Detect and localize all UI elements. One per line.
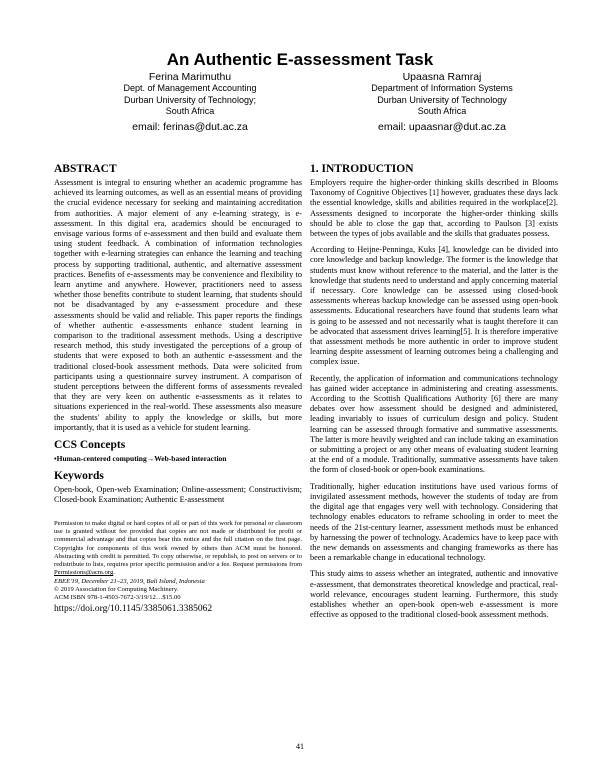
conference-info: EBEE'19, December 21–23, 2019, Bali Island, Indonesia xyxy=(54,577,205,585)
author-block-2 xyxy=(312,71,572,133)
author-name: Upaasna Ramraj xyxy=(402,71,482,83)
author-university: Durban University of Technology xyxy=(377,94,507,105)
copyright-line: © 2019 Association for Computing Machinery. xyxy=(54,586,179,594)
paper-title: An Authentic E-assessment Task xyxy=(166,50,434,69)
abstract-text: Assessment is integral to ensuring whether an academic programme has achieved its learning outcomes, as well as an essential means of providing the crucial evidence necessary for seeking and maintaining accreditation from authorities. A major element of any e-learning strategy, is e-assessment. In this digital era, academics should be encouraged to envisage various forms of e-assessment and then build and evaluate them using student feedback. A combination of information technologies together with e-learning strategies can enhance the learning and teaching process by supporting traditional, authentic, and alternative assessment practices. Benefits of e-assessments may be convenience and flexibility to learn anytime and anywhere. However, practitioners need to assess whether those benefits contribute to student learning, that students should not be disadvantaged by any e-assessment procedure and these assessments should be valid and reliable. This paper reports the findings of whether authentic e-assessments enhance student learning in comparison to the traditional assessment methods. Using a descriptive research method, this study investigated the perceptions of a group of students that were exposed to both an authentic e-assessment and the traditional closed-book assessment methods. Data were solicited from participants using a questionnaire survey instrument. A comparison of student perceptions between the different forms of assessments revealed that they are very keen on authentic e-assessments as it relates to situations experienced in the real-world. These assessments also measure the students' ability to apply the knowledge or skills, but more importantly, that it is used as a vehicle for student learning. xyxy=(54,178,302,432)
right-column xyxy=(310,163,558,626)
abstract-heading: ABSTRACT xyxy=(54,163,117,175)
intro-paragraph: According to Heijne-Penninga, Kuks [4], knowledge can be divided into core knowledge and backup knowledge. The former is the knowledge that students must know without reference to the material, and the latter is the knowledge that students need to understand and apply concerning material if necessary. Core knowledge can be assessed using closed-book assessments whereas backup knowledge can be assessed using open-book assessments. Educational researchers have found that students learn what is going to be assessed and not necessarily what is taught therefore it can be advocated that assessment drives learning[5]. It is therefore imperative that assessment methods be more authentic in order to improve student learning despite assessment of learning outcomes being a challenging and complex issue. xyxy=(310,245,558,367)
keywords-heading: Keywords xyxy=(54,470,104,483)
permission-notice: Permission to make digital or hard copies of all or part of this work for personal or classroom use is granted without fee provided that copies are not made or distributed for profit or commercial advantage and that copies bear this notice and the full citation on the first page. Copyrights for components of this work owned by others than ACM must be honored. Abstracting with credit is permitted. To copy otherwise, or republish, to post on servers or to redistribute to lists, requires prior specific permission and/or a fee. Request permissions from Permissions@acm.org. EBEE'19, December 21–23, 2019, Bali Island, Indonesia © 2019 Association for Computing Machinery. ACM ISBN 978-1-4503-7672-3/19/12…$15.00 https://doi.org/10.1145/3385061.3385062 xyxy=(54,519,302,614)
page-number: 41 xyxy=(296,742,304,751)
intro-paragraph: Recently, the application of information and communications technology has gained wider acceptance in administering and creating assessments. According to the Scottish Qualifications Authority [6] there are many debates over how assessment should be designed and administered, leading invariably to issues of curriculum design and policy. Student learning can be assessed through formative and summative assessments. The latter is more heavily weighted and can include taking an examination or submitting a project or any other means of evaluating student learning at the end of a module. Traditionally, summative assessments have taken the form of closed-book or open-book examinations. xyxy=(310,373,558,475)
permission-text: Permission to make digital or hard copies of all or part of this work for personal or classroom use is granted without fee provided that copies are not made or distributed for profit or commercial advantage and that copies bear this notice and the full citation on the first page. Copyrights for components of this work owned by others than ACM must be honored. Abstracting with credit is permitted. To copy otherwise, or republish, to post on servers or to redistribute to lists, requires prior specific permission and/or a fee. Request permissions from xyxy=(54,519,302,569)
keywords-text: Open-book, Open-web Examination; Online-assessment; Constructivism; Closed-book Examination; Authentic E-assessment xyxy=(54,485,302,505)
author-block-1 xyxy=(60,71,320,133)
author-email: email: ferinas@dut.ac.za xyxy=(132,120,248,133)
ccs-concepts: •Human-centered computing→Web-based interaction xyxy=(54,454,227,464)
doi-link[interactable]: https://doi.org/10.1145/3385061.3385062 xyxy=(54,603,213,614)
intro-paragraph: Traditionally, higher education institutions have used various forms of invigilated assessment methods, however the students of today are from the digital age that engages very well with technology. Considering that technology enables educators to reframe schooling in order to meet the needs of the 21st-century learner, assessment methods must be enhanced by harnessing the power of technology. Academics have to keep pace with the new demands on assessments and changing frameworks as there has been a remarkable change in educational technology. xyxy=(310,481,558,563)
intro-paragraph: This study aims to assess whether an integrated, authentic and innovative e-assessment, that demonstrates theoretical knowledge and practical, real-world relevance, encourages student learning. Furthermore, this study establishes whether an open-book open-web e-assessment is more effective as opposed to the traditional closed-book assessment methods. xyxy=(310,569,558,620)
author-country: South Africa xyxy=(165,106,215,116)
author-name: Ferina Marimuthu xyxy=(148,71,232,83)
isbn-line: ACM ISBN 978-1-4503-7672-3/19/12…$15.00 xyxy=(54,594,181,602)
intro-paragraph: Employers require the higher-order thinking skills described in Blooms Taxonomy of Cognitive Objectives [1] however, graduates these days lack the essential knowledge, skills and abilities required in the workplace[2]. Assessments designed to incorporate the higher-order thinking skills should be able to close the gap that, according to Paulson [3] exists between the types of jobs available and the skills that graduates possess. xyxy=(310,178,558,239)
author-department: Department of Information Systems xyxy=(371,83,513,93)
left-column xyxy=(54,163,302,615)
author-university: Durban University of Technology; xyxy=(124,94,256,105)
introduction-heading: 1. INTRODUCTION xyxy=(310,163,414,175)
author-department: Dept. of Management Accounting xyxy=(123,83,257,93)
author-country: South Africa xyxy=(417,106,467,116)
author-email: email: upaasnar@dut.ac.za xyxy=(378,120,506,133)
permissions-email-link[interactable]: Permissions@acm.org xyxy=(54,569,114,577)
ccs-heading: CCS Concepts xyxy=(54,439,126,452)
